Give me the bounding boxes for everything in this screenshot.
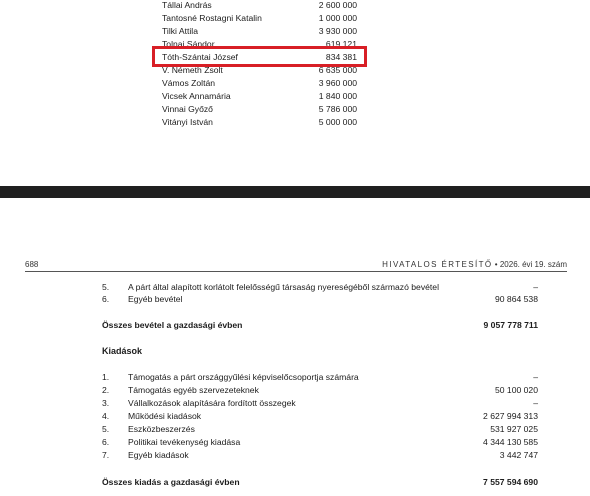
row-number: 6. xyxy=(102,437,110,447)
running-head xyxy=(382,260,567,269)
row-number: 4. xyxy=(102,411,110,421)
donor-row xyxy=(0,78,590,91)
row-value: 90 864 538 xyxy=(494,294,538,304)
donor-name: Tóth-Szántai József xyxy=(162,52,238,62)
expense-row xyxy=(0,450,590,463)
donor-name: V. Németh Zsolt xyxy=(162,65,223,75)
donor-amount: 6 635 000 xyxy=(318,65,357,75)
row-label: Támogatás egyéb szervezeteknek xyxy=(128,385,259,395)
expense-row xyxy=(0,372,590,385)
expense-total-label: Összes kiadás a gazdasági évben xyxy=(102,477,240,487)
header-rule xyxy=(25,271,567,272)
row-label: Egyéb bevétel xyxy=(128,294,183,304)
donor-amount: 2 600 000 xyxy=(318,0,357,10)
row-label: Egyéb kiadások xyxy=(128,450,189,460)
donor-row xyxy=(0,26,590,39)
donor-row xyxy=(0,0,590,13)
expense-row xyxy=(0,437,590,450)
row-label: A párt által alapított korlátolt felelősségű társaság nyereségéből származó bevétel xyxy=(128,282,439,292)
donor-amount: 1 840 000 xyxy=(318,91,357,101)
expenses-heading: Kiadások xyxy=(102,346,143,356)
row-value: – xyxy=(533,282,538,292)
donor-amount: 619 121 xyxy=(325,39,357,49)
donor-amount: 3 960 000 xyxy=(318,78,357,88)
row-number: 5. xyxy=(102,282,110,292)
row-number: 2. xyxy=(102,385,110,395)
donor-name: Tolnai Sándor xyxy=(162,39,215,49)
upper-document-page xyxy=(0,0,590,186)
row-label: Vállalkozások alapítására fordított összegek xyxy=(128,398,296,408)
expense-row xyxy=(0,398,590,411)
row-value: 2 627 994 313 xyxy=(483,411,538,421)
donor-amount: 5 786 000 xyxy=(318,104,357,114)
header-separator: • xyxy=(494,260,498,269)
row-number: 3. xyxy=(102,398,110,408)
row-value: 50 100 020 xyxy=(494,385,538,395)
row-number: 7. xyxy=(102,450,110,460)
row-number: 5. xyxy=(102,424,110,434)
page-gap-divider xyxy=(0,186,590,198)
income-total-row xyxy=(0,320,590,333)
expense-row xyxy=(0,385,590,398)
donor-amount: 834 381 xyxy=(325,52,357,62)
donor-amount: 3 930 000 xyxy=(318,26,357,36)
expense-row xyxy=(0,411,590,424)
row-value: 531 927 025 xyxy=(490,424,538,434)
row-label: Eszközbeszerzés xyxy=(128,424,195,434)
donor-row xyxy=(0,104,590,117)
publication-title: HIVATALOS ÉRTESÍTŐ xyxy=(382,260,493,269)
row-number: 6. xyxy=(102,294,110,304)
donor-name: Tilki Attila xyxy=(162,26,198,36)
donor-amount: 5 000 000 xyxy=(318,117,357,127)
donor-amount: 1 000 000 xyxy=(318,13,357,23)
donor-row xyxy=(0,117,590,130)
row-label: Működési kiadások xyxy=(128,411,202,421)
income-total-label: Összes bevétel a gazdasági évben xyxy=(102,320,243,330)
red-highlight-box xyxy=(152,46,367,67)
donor-name: Vámos Zoltán xyxy=(162,78,216,88)
donor-name: Vinnai Győző xyxy=(162,104,213,114)
donor-row xyxy=(0,91,590,104)
row-value: – xyxy=(533,398,538,408)
row-label: Politikai tevékenység kiadása xyxy=(128,437,241,447)
donor-name: Vitányi István xyxy=(162,117,213,127)
row-value: – xyxy=(533,372,538,382)
expense-row xyxy=(0,424,590,437)
row-value: 4 344 130 585 xyxy=(483,437,538,447)
donor-name: Tantosné Rostagni Katalin xyxy=(162,13,262,23)
row-label: Támogatás a párt országgyűlési képviselőcsoportja számára xyxy=(128,372,359,382)
donor-name: Tállai András xyxy=(162,0,212,10)
issue-label: 2026. évi 19. szám xyxy=(499,260,567,269)
donor-row xyxy=(0,13,590,26)
row-value: 3 442 747 xyxy=(499,450,538,460)
page-number: 688 xyxy=(25,260,39,269)
row-number: 1. xyxy=(102,372,110,382)
income-row xyxy=(0,294,590,307)
income-total-value: 9 057 778 711 xyxy=(483,320,538,330)
expense-total-row xyxy=(0,477,590,490)
expense-total-value: 7 557 594 690 xyxy=(483,477,538,487)
donor-name: Vicsek Annamária xyxy=(162,91,231,101)
